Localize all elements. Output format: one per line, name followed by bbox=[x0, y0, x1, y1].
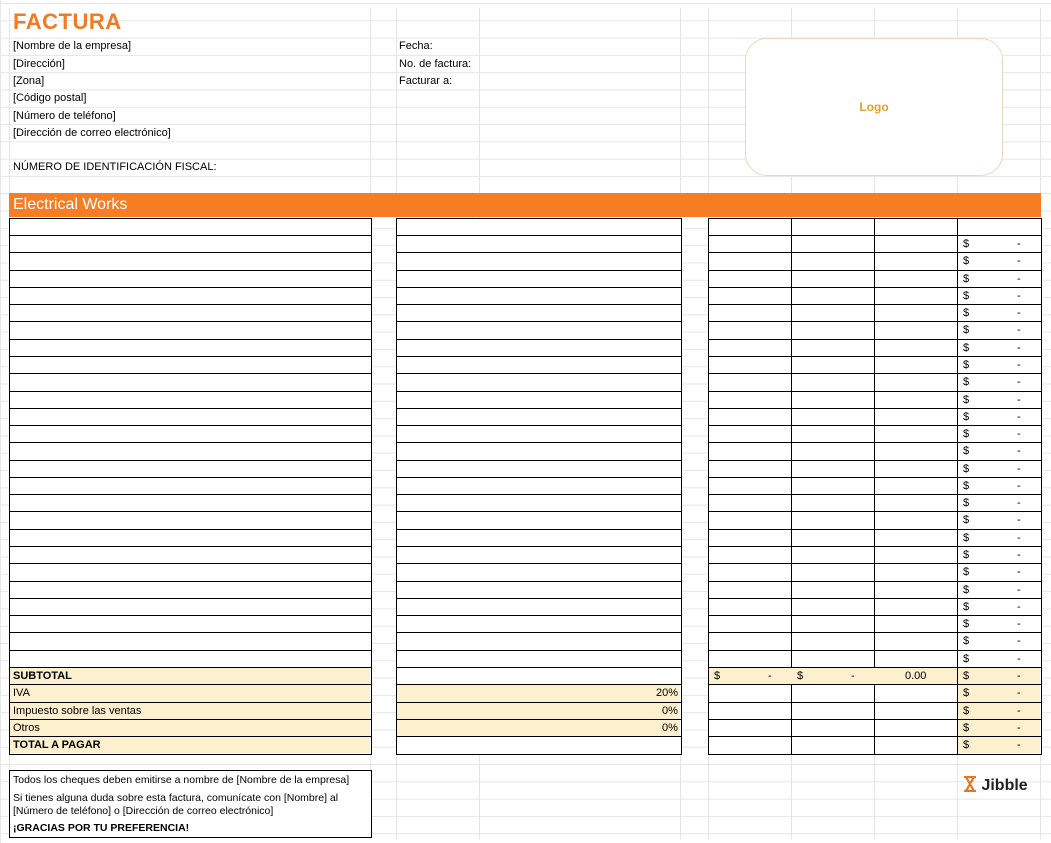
row-divider bbox=[396, 339, 681, 340]
row-divider bbox=[9, 304, 371, 305]
date-label: Fecha: bbox=[399, 40, 433, 52]
row-total-currency: $ bbox=[963, 359, 970, 371]
row-divider bbox=[708, 494, 1041, 495]
row-total-value[interactable]: - bbox=[1017, 376, 1021, 388]
row-total-currency: $ bbox=[963, 411, 970, 423]
row-divider bbox=[708, 425, 1041, 426]
row-divider bbox=[396, 598, 681, 599]
row-divider bbox=[708, 442, 1041, 443]
row-divider bbox=[9, 529, 371, 530]
row-divider bbox=[9, 598, 371, 599]
row-total-currency: $ bbox=[963, 635, 970, 647]
row-total-currency: $ bbox=[963, 255, 970, 267]
row-divider bbox=[9, 632, 371, 633]
row-total-currency: $ bbox=[963, 480, 970, 492]
sales-tax-currency: $ bbox=[963, 705, 970, 717]
row-divider bbox=[708, 719, 1041, 720]
footer-line-2a: Si tienes alguna duda sobre esta factura, comunícate con [Nombre] al bbox=[13, 792, 339, 804]
row-divider bbox=[708, 736, 1041, 737]
subtotal-total[interactable]: - bbox=[1017, 670, 1021, 682]
section-banner bbox=[9, 193, 1041, 217]
row-divider bbox=[396, 235, 681, 236]
row-total-value[interactable]: - bbox=[1017, 480, 1021, 492]
row-divider bbox=[396, 252, 681, 253]
invoice-title: FACTURA bbox=[13, 9, 122, 34]
vat-total[interactable]: - bbox=[1017, 687, 1021, 699]
bill-to-label: Facturar a: bbox=[399, 75, 453, 87]
row-divider bbox=[708, 546, 1041, 547]
vat-label: IVA bbox=[13, 687, 30, 699]
brand-name: Jibble bbox=[981, 777, 1028, 794]
row-divider bbox=[396, 632, 681, 633]
row-divider bbox=[396, 546, 681, 547]
row-divider bbox=[396, 408, 681, 409]
row-divider bbox=[396, 494, 681, 495]
row-total-currency: $ bbox=[963, 428, 970, 440]
subtotal-labor-value[interactable]: - bbox=[851, 670, 855, 682]
row-total-currency: $ bbox=[963, 532, 970, 544]
row-divider bbox=[396, 650, 681, 651]
row-total-currency: $ bbox=[963, 463, 970, 475]
company-zone[interactable]: [Zona] bbox=[13, 75, 45, 87]
row-divider bbox=[396, 373, 681, 374]
row-divider bbox=[396, 684, 681, 685]
row-divider bbox=[396, 460, 681, 461]
row-total-currency: $ bbox=[963, 376, 970, 388]
footer-line-1: Todos los cheques deben emitirse a nombre de [Nombre de la empresa] bbox=[13, 774, 350, 786]
row-divider bbox=[708, 702, 1041, 703]
subtotal-currency: $ bbox=[963, 670, 970, 682]
other-total[interactable]: - bbox=[1017, 722, 1021, 734]
row-divider bbox=[9, 581, 371, 582]
subtotal-label: SUBTOTAL bbox=[13, 670, 72, 682]
row-total-value[interactable]: - bbox=[1017, 238, 1021, 250]
row-divider bbox=[708, 581, 1041, 582]
row-divider bbox=[708, 632, 1041, 633]
row-divider bbox=[9, 563, 371, 564]
row-divider bbox=[9, 736, 371, 737]
row-total-value[interactable]: - bbox=[1017, 653, 1021, 665]
row-divider bbox=[9, 356, 371, 357]
row-divider bbox=[396, 581, 681, 582]
subtotal-quantity-value[interactable]: 0.00 bbox=[905, 670, 927, 682]
grand-total-label: TOTAL A PAGAR bbox=[13, 739, 101, 751]
row-divider bbox=[396, 702, 681, 703]
row-total-value[interactable]: - bbox=[1017, 394, 1021, 406]
row-total-currency: $ bbox=[963, 307, 970, 319]
row-divider bbox=[9, 719, 371, 720]
row-total-value[interactable]: - bbox=[1017, 411, 1021, 423]
row-total-value[interactable]: - bbox=[1017, 273, 1021, 285]
row-divider bbox=[9, 650, 371, 651]
row-total-currency: $ bbox=[963, 290, 970, 302]
row-total-value[interactable]: - bbox=[1017, 601, 1021, 613]
row-divider bbox=[708, 304, 1041, 305]
row-total-currency: $ bbox=[963, 324, 970, 336]
row-divider bbox=[9, 252, 371, 253]
row-total-value[interactable]: - bbox=[1017, 635, 1021, 647]
subtotal-materials-value[interactable]: - bbox=[768, 670, 772, 682]
row-divider bbox=[9, 702, 371, 703]
vat-rate[interactable]: 20% bbox=[656, 687, 679, 699]
hourglass-icon bbox=[963, 777, 981, 794]
row-divider bbox=[708, 252, 1041, 253]
row-total-value[interactable]: - bbox=[1017, 463, 1021, 475]
row-divider bbox=[396, 304, 681, 305]
row-divider bbox=[396, 615, 681, 616]
row-divider bbox=[396, 442, 681, 443]
row-divider bbox=[9, 477, 371, 478]
row-divider bbox=[9, 460, 371, 461]
row-divider bbox=[396, 736, 681, 737]
subtotal-labor-currency: $ bbox=[797, 670, 804, 682]
row-divider bbox=[708, 511, 1041, 512]
subtotal-materials-currency: $ bbox=[714, 670, 721, 682]
row-divider bbox=[708, 684, 1041, 685]
row-divider bbox=[396, 563, 681, 564]
tax-id-label: NÚMERO DE IDENTIFICACIÓN FISCAL: bbox=[13, 161, 217, 173]
row-total-value[interactable]: - bbox=[1017, 549, 1021, 561]
row-divider bbox=[708, 339, 1041, 340]
row-divider bbox=[9, 408, 371, 409]
jibble-brand bbox=[963, 776, 1028, 795]
logo-label: Logo bbox=[859, 100, 889, 114]
other-label: Otros bbox=[13, 722, 40, 734]
company-postal[interactable]: [Código postal] bbox=[13, 92, 87, 104]
company-phone[interactable]: [Número de teléfono] bbox=[13, 110, 116, 122]
company-address[interactable]: [Dirección] bbox=[13, 58, 65, 70]
row-total-currency: $ bbox=[963, 445, 970, 457]
row-divider bbox=[396, 511, 681, 512]
row-total-currency: $ bbox=[963, 342, 970, 354]
row-total-value[interactable]: - bbox=[1017, 428, 1021, 440]
sales-tax-total[interactable]: - bbox=[1017, 705, 1021, 717]
company-email[interactable]: [Dirección de correo electrónico] bbox=[13, 127, 171, 139]
company-name[interactable]: [Nombre de la empresa] bbox=[13, 40, 131, 52]
row-divider bbox=[396, 719, 681, 720]
row-total-value[interactable]: - bbox=[1017, 342, 1021, 354]
row-divider bbox=[396, 287, 681, 288]
row-total-value[interactable]: - bbox=[1017, 497, 1021, 509]
row-total-currency: $ bbox=[963, 549, 970, 561]
row-total-value[interactable]: - bbox=[1017, 618, 1021, 630]
row-divider bbox=[396, 270, 681, 271]
row-divider bbox=[9, 684, 371, 685]
row-total-value[interactable]: - bbox=[1017, 290, 1021, 302]
row-divider bbox=[9, 287, 371, 288]
row-divider bbox=[396, 425, 681, 426]
row-divider bbox=[9, 442, 371, 443]
sales-tax-rate[interactable]: 0% bbox=[662, 705, 678, 717]
row-total-currency: $ bbox=[963, 653, 970, 665]
other-rate[interactable]: 0% bbox=[662, 722, 678, 734]
banner-title: Electrical Works bbox=[13, 196, 128, 213]
total-fill bbox=[958, 667, 1040, 753]
row-divider bbox=[9, 235, 371, 236]
row-total-currency: $ bbox=[963, 584, 970, 596]
row-divider bbox=[708, 391, 1041, 392]
row-total-value[interactable]: - bbox=[1017, 307, 1021, 319]
row-divider bbox=[708, 408, 1041, 409]
row-divider bbox=[708, 477, 1041, 478]
row-divider bbox=[396, 667, 681, 668]
sales-tax-label: Impuesto sobre las ventas bbox=[13, 705, 142, 717]
footer-line-2b: [Número de teléfono] o [Dirección de correo electrónico] bbox=[13, 805, 274, 817]
row-divider bbox=[708, 615, 1041, 616]
row-total-currency: $ bbox=[963, 497, 970, 509]
row-divider bbox=[708, 235, 1041, 236]
footer-line-3: ¡GRACIAS POR TU PREFERENCIA! bbox=[13, 822, 190, 834]
row-divider bbox=[9, 373, 371, 374]
row-divider bbox=[708, 667, 1041, 668]
row-total-value[interactable]: - bbox=[1017, 566, 1021, 578]
row-total-value[interactable]: - bbox=[1017, 445, 1021, 457]
row-divider bbox=[9, 339, 371, 340]
row-divider bbox=[708, 373, 1041, 374]
row-divider bbox=[396, 477, 681, 478]
row-total-currency: $ bbox=[963, 273, 970, 285]
row-divider bbox=[9, 546, 371, 547]
row-divider bbox=[708, 529, 1041, 530]
row-total-value[interactable]: - bbox=[1017, 532, 1021, 544]
other-currency: $ bbox=[963, 722, 970, 734]
row-total-currency: $ bbox=[963, 618, 970, 630]
row-divider bbox=[396, 529, 681, 530]
row-total-value[interactable]: - bbox=[1017, 584, 1021, 596]
row-divider bbox=[9, 391, 371, 392]
row-divider bbox=[708, 321, 1041, 322]
row-divider bbox=[9, 425, 371, 426]
row-divider bbox=[396, 391, 681, 392]
row-total-value[interactable]: - bbox=[1017, 324, 1021, 336]
row-divider bbox=[708, 356, 1041, 357]
row-divider bbox=[9, 511, 371, 512]
row-divider bbox=[9, 667, 371, 668]
rate-fill bbox=[397, 684, 680, 736]
row-divider bbox=[396, 356, 681, 357]
row-total-currency: $ bbox=[963, 601, 970, 613]
row-divider bbox=[9, 615, 371, 616]
row-divider bbox=[708, 650, 1041, 651]
row-total-currency: $ bbox=[963, 394, 970, 406]
grand-total-currency: $ bbox=[963, 739, 970, 751]
invoice-number-label: No. de factura: bbox=[399, 58, 472, 70]
row-divider bbox=[9, 270, 371, 271]
row-total-currency: $ bbox=[963, 514, 970, 526]
row-total-value[interactable]: - bbox=[1017, 255, 1021, 267]
row-total-value[interactable]: - bbox=[1017, 514, 1021, 526]
row-divider bbox=[9, 321, 371, 322]
row-divider bbox=[9, 494, 371, 495]
row-divider bbox=[708, 287, 1041, 288]
row-total-value[interactable]: - bbox=[1017, 359, 1021, 371]
project-column bbox=[396, 218, 682, 755]
vat-currency: $ bbox=[963, 687, 970, 699]
row-divider bbox=[396, 321, 681, 322]
row-divider bbox=[708, 563, 1041, 564]
row-total-currency: $ bbox=[963, 238, 970, 250]
logo-placeholder[interactable] bbox=[745, 38, 1003, 176]
grand-total-value[interactable]: - bbox=[1017, 739, 1021, 751]
row-divider bbox=[708, 598, 1041, 599]
row-divider bbox=[708, 460, 1041, 461]
row-divider bbox=[708, 270, 1041, 271]
row-total-currency: $ bbox=[963, 566, 970, 578]
